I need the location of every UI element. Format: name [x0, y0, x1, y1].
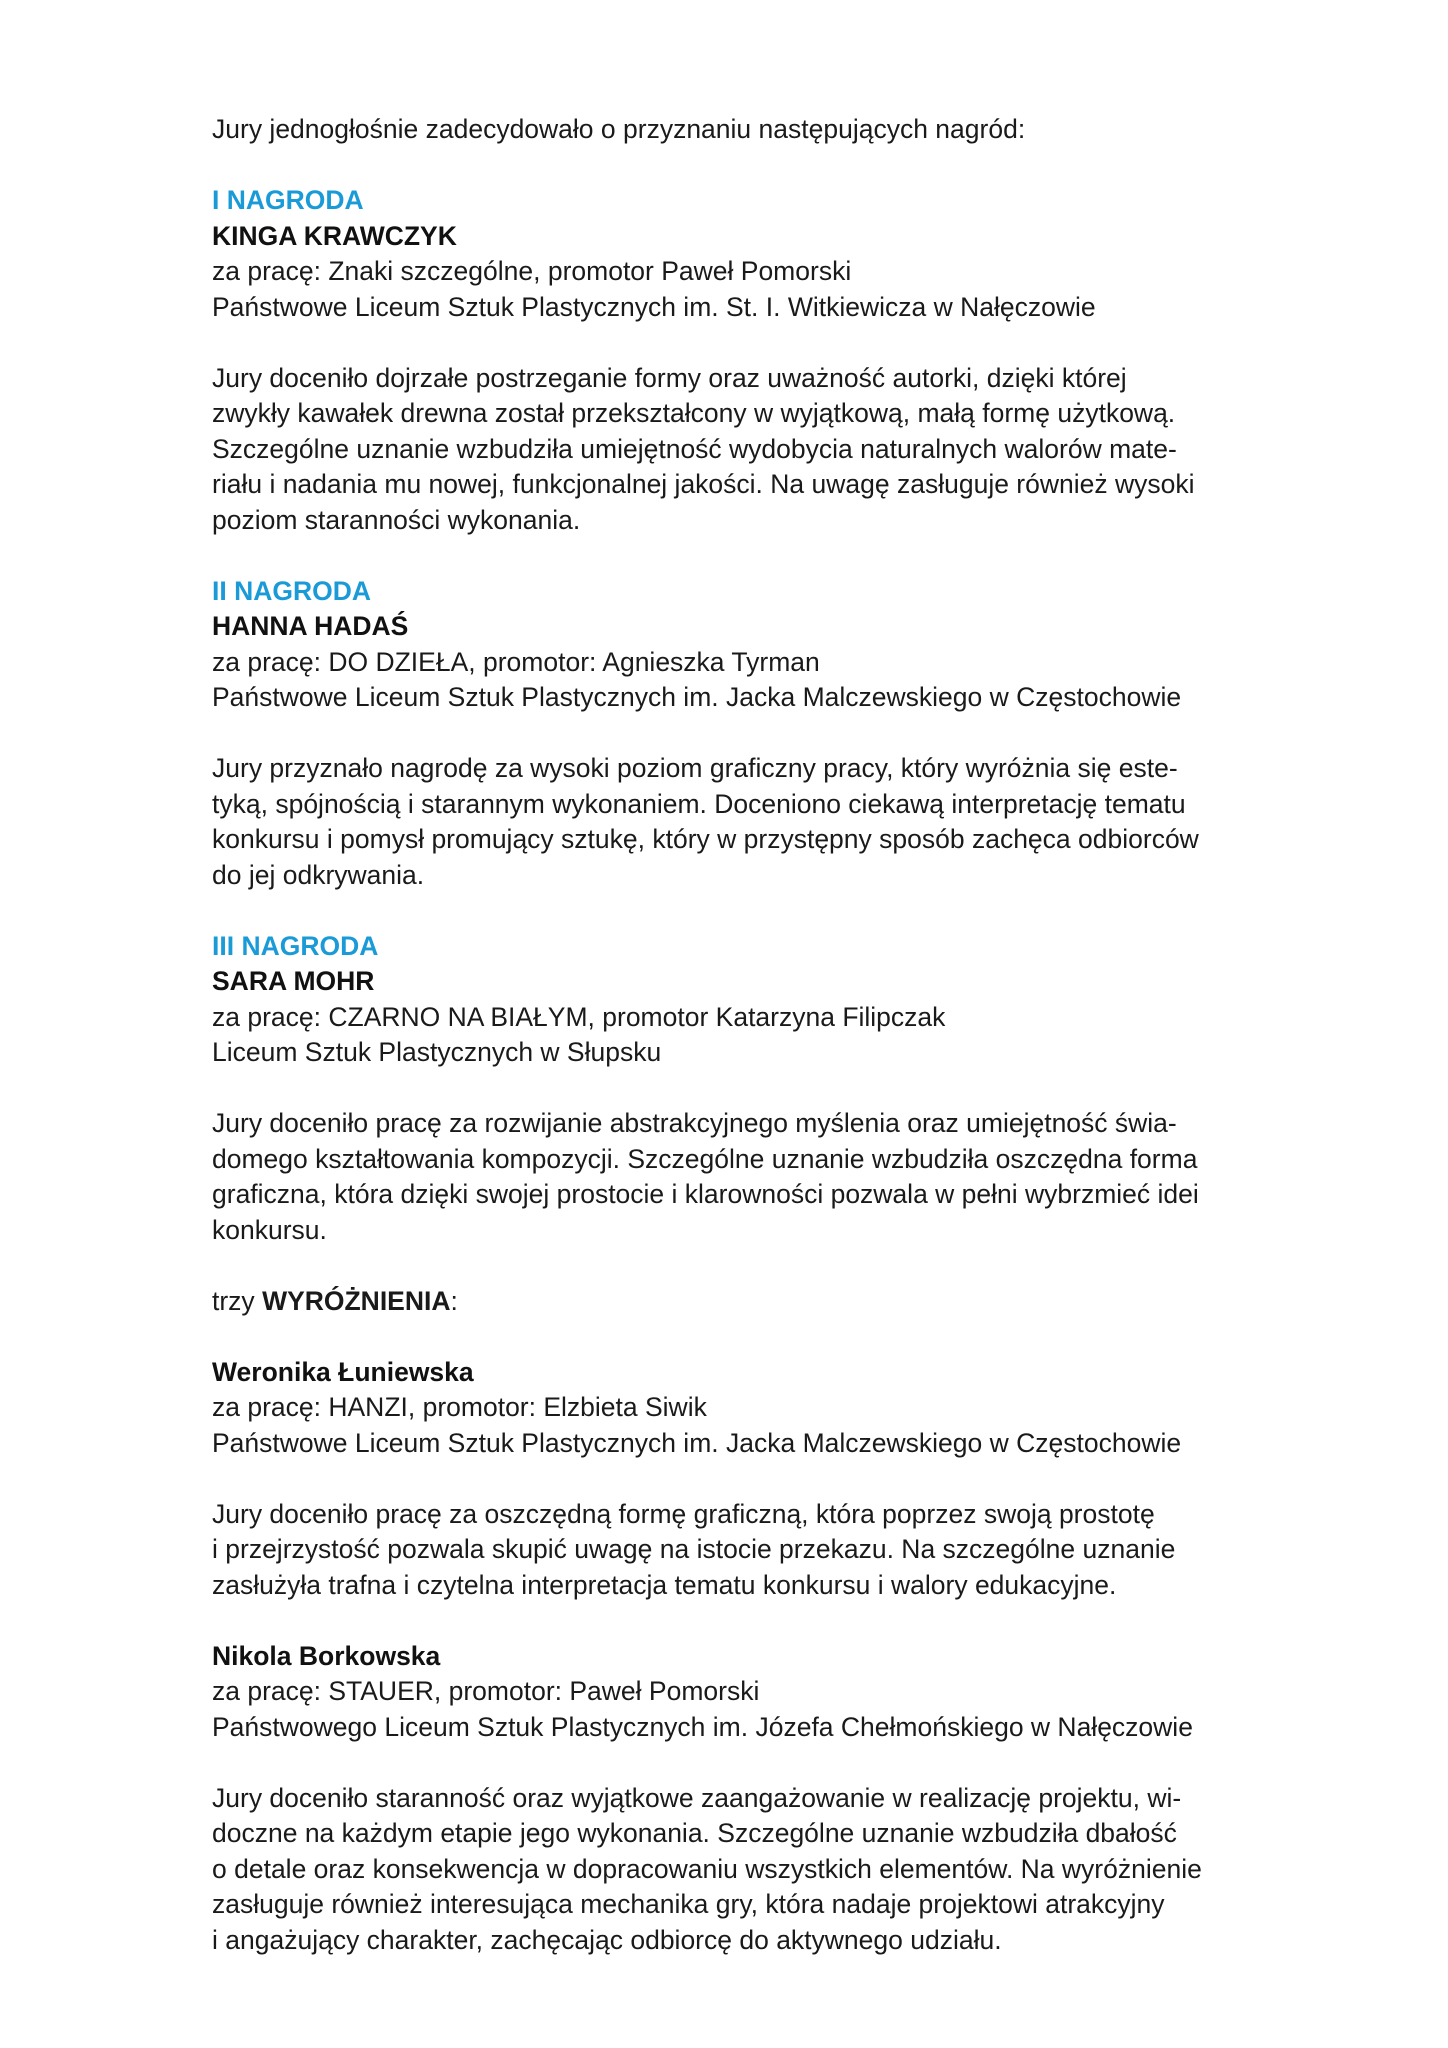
- description-line: Szczególne uznanie wzbudziła umiejętność wydobycia naturalnych walorów mate-: [212, 433, 1177, 464]
- description-line: Jury przyznało nagrodę za wysoki poziom graficzny pracy, który wyróżnia się este-: [212, 753, 1178, 783]
- spacer: [212, 325, 1262, 361]
- description-line: doczne na każdym etapie jego wykonania. Szczególne uznanie wzbudziła dbałość: [212, 1818, 1177, 1848]
- description-line: zwykły kawałek drewna został przekształcony w wyjątkową, małą formę użytkową.: [212, 398, 1176, 428]
- description-line: poziom staranności wykonania.: [212, 504, 581, 535]
- distinctions-bold: WYRÓŻNIENIA: [262, 1285, 451, 1316]
- spacer: [212, 1071, 1262, 1107]
- spacer: [212, 1603, 1262, 1639]
- work-info: za pracę: STAUER, promotor: Paweł Pomorski: [212, 1676, 760, 1706]
- spacer: [212, 1248, 1262, 1284]
- description-line: o detale oraz konsekwencja w dopracowaniu wszystkich elementów. Na wyróżnienie: [212, 1853, 1202, 1884]
- description-line: riału i nadania mu nowej, funkcjonalnej jakości. Na uwagę zasługuje również wysoki: [212, 469, 1195, 499]
- description-line: Jury doceniło pracę za oszczędną formę graficzną, która poprzez swoją prostotę: [212, 1498, 1155, 1529]
- spacer: [212, 1461, 1262, 1497]
- spacer: [212, 538, 1262, 574]
- description-line: Jury doceniło staranność oraz wyjątkowe zaangażowanie w realizację projektu, wi-: [212, 1782, 1182, 1813]
- distinction-section-2: [212, 1639, 1262, 1959]
- school-info: Państwowego Liceum Sztuk Plastycznych im. Józefa Chełmońskiego w Nałęczowie: [212, 1711, 1193, 1742]
- spacer: [212, 716, 1262, 752]
- description-line: i angażujący charakter, zachęcając odbiorcę do aktywnego udziału.: [212, 1924, 1002, 1955]
- school-info: Państwowe Liceum Sztuk Plastycznych im. Jacka Malczewskiego w Częstochowie: [212, 1427, 1182, 1458]
- prize-label: II NAGRODA: [212, 575, 371, 606]
- work-info: za pracę: CZARNO NA BIAŁYM, promotor Katarzyna Filipczak: [212, 1001, 946, 1032]
- spacer: [212, 893, 1262, 929]
- document-page: [212, 112, 1262, 1958]
- jury-description: [212, 1781, 1262, 1959]
- description-line: do jej odkrywania.: [212, 859, 425, 890]
- description-line: tyką, spójnością i starannym wykonaniem. Doceniono ciekawą interpretację tematu: [212, 788, 1186, 819]
- school-info: Liceum Sztuk Plastycznych w Słupsku: [212, 1037, 662, 1067]
- jury-description: [212, 1497, 1262, 1604]
- description-line: i przejrzystość pozwala skupić uwagę na istocie przekazu. Na szczególne uznanie: [212, 1534, 1176, 1564]
- spacer: [212, 148, 1262, 184]
- prize-section-1: [212, 183, 1262, 538]
- distinctions-suffix: :: [450, 1285, 458, 1316]
- work-info: za pracę: HANZI, promotor: Elzbieta Siwik: [212, 1392, 707, 1422]
- winner-name: Nikola Borkowska: [212, 1640, 441, 1671]
- prize-section-2: [212, 574, 1262, 894]
- distinctions-heading: [212, 1284, 1262, 1320]
- description-line: domego kształtowania kompozycji. Szczególne uznanie wzbudziła oszczędna forma: [212, 1143, 1198, 1174]
- spacer: [212, 1319, 1262, 1355]
- intro-text: Jury jednogłośnie zadecydowało o przyznaniu następujących nagród:: [212, 114, 1026, 144]
- description-line: Jury doceniło dojrzałe postrzeganie formy oraz uważność autorki, dzięki której: [212, 362, 1127, 393]
- school-info: Państwowe Liceum Sztuk Plastycznych im. St. I. Witkiewicza w Nałęczowie: [212, 291, 1096, 322]
- description-line: zasłużyła trafna i czytelna interpretacja tematu konkursu i walory edukacyjne.: [212, 1569, 1117, 1600]
- prize-section-3: [212, 929, 1262, 1249]
- distinctions-prefix: trzy: [212, 1285, 263, 1316]
- distinction-section-1: [212, 1355, 1262, 1604]
- jury-description: [212, 361, 1262, 539]
- description-line: konkursu.: [212, 1214, 327, 1245]
- description-line: zasługuje również interesująca mechanika gry, która nadaje projektowi atrakcyjny: [212, 1889, 1165, 1919]
- spacer: [212, 1745, 1262, 1781]
- description-line: graficzna, która dzięki swojej prostocie i klarowności pozwala w pełni wybrzmieć idei: [212, 1179, 1199, 1209]
- jury-description: [212, 1106, 1262, 1248]
- winner-name: Weronika Łuniewska: [212, 1356, 474, 1387]
- description-line: Jury doceniło pracę za rozwijanie abstrakcyjnego myślenia oraz umiejętność świa-: [212, 1108, 1177, 1138]
- work-info: za pracę: Znaki szczególne, promotor Paweł Pomorski: [212, 256, 852, 286]
- winner-name: SARA MOHR: [212, 966, 375, 996]
- winner-name: HANNA HADAŚ: [212, 611, 409, 641]
- prize-label: I NAGRODA: [212, 185, 364, 215]
- prize-label: III NAGRODA: [212, 930, 379, 961]
- description-line: konkursu i pomysł promujący sztukę, który w przystępny sposób zachęca odbiorców: [212, 824, 1199, 854]
- work-info: za pracę: DO DZIEŁA, promotor: Agnieszka Tyrman: [212, 646, 820, 677]
- jury-description: [212, 751, 1262, 893]
- school-info: Państwowe Liceum Sztuk Plastycznych im. Jacka Malczewskiego w Częstochowie: [212, 682, 1182, 712]
- winner-name: KINGA KRAWCZYK: [212, 220, 457, 251]
